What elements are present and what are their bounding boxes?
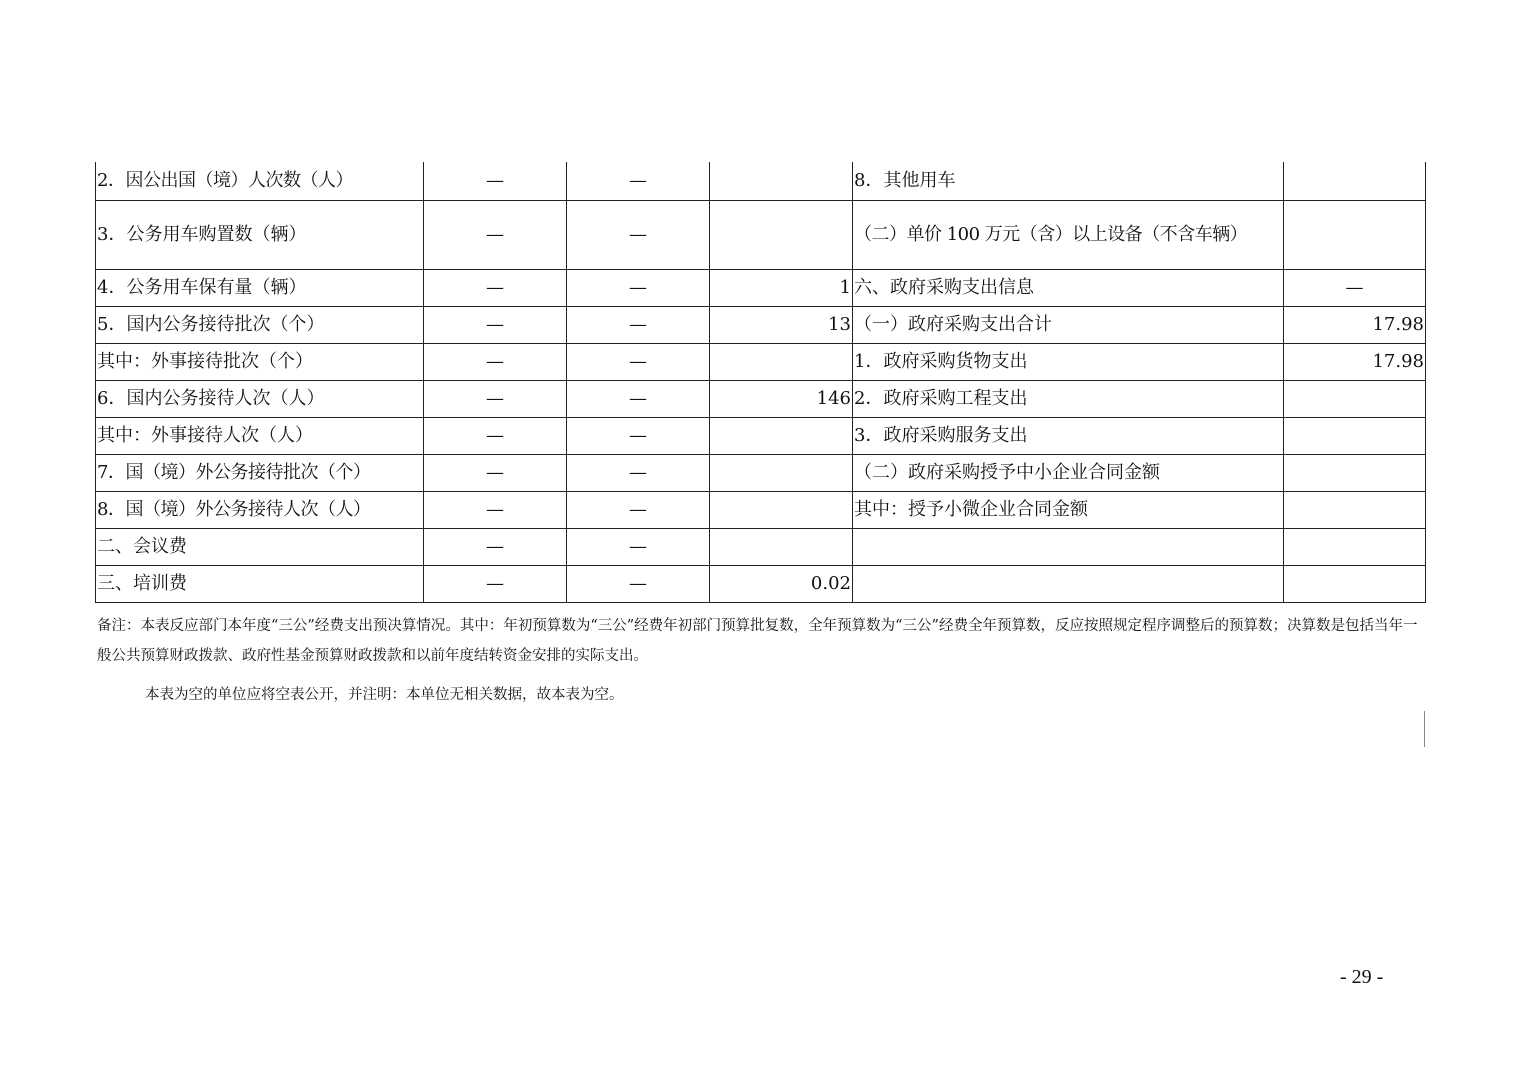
- page-number: - 29 -: [1340, 966, 1384, 988]
- margin-line: [1424, 711, 1425, 747]
- remark-note: 备注：本表反应部门本年度“三公”经费支出预决算情况。其中：年初预算数为“三公”经费年初部门预算批复数，全年预算数为“三公”经费全年预算数，反应按照规定程序调整后的预算数；决算数是包括当年一般公共预算财政拨款、政府性基金预算财政拨款和以前年度结转资金安排的实际支出。: [97, 618, 1418, 664]
- full-year-budget-cell: —: [567, 566, 710, 603]
- initial-budget-cell: —: [424, 270, 567, 307]
- item-label-right: （一）政府采购支出合计: [853, 307, 1284, 344]
- amount-cell-right: [1284, 381, 1426, 418]
- item-label-right: 3．政府采购服务支出: [853, 418, 1284, 455]
- item-label: 7．国（境）外公务接待批次（个）: [96, 455, 424, 492]
- table-row: [96, 270, 1426, 307]
- item-label: 3．公务用车购置数（辆）: [96, 201, 424, 270]
- table-row: [96, 455, 1426, 492]
- table-row: [96, 344, 1426, 381]
- amount-cell-right: [1284, 455, 1426, 492]
- amount-cell-right: 17.98: [1284, 307, 1426, 344]
- final-account-cell: 13: [710, 307, 853, 344]
- initial-budget-cell: —: [424, 307, 567, 344]
- table-row: [96, 492, 1426, 529]
- item-label: 其中：外事接待批次（个）: [96, 344, 424, 381]
- full-year-budget-cell: —: [567, 307, 710, 344]
- initial-budget-cell: —: [424, 381, 567, 418]
- full-year-budget-cell: —: [567, 344, 710, 381]
- item-label: 6．国内公务接待人次（人）: [96, 381, 424, 418]
- initial-budget-cell: —: [424, 455, 567, 492]
- full-year-budget-cell: —: [567, 162, 710, 201]
- amount-cell-right: —: [1284, 270, 1426, 307]
- final-account-cell: [710, 344, 853, 381]
- table-row: [96, 307, 1426, 344]
- amount-cell-right: [1284, 529, 1426, 566]
- empty-table-note: 本表为空的单位应将空表公开，并注明：本单位无相关数据，故本表为空。: [145, 687, 624, 703]
- item-label: 4．公务用车保有量（辆）: [96, 270, 424, 307]
- item-label-right: [853, 529, 1284, 566]
- table-row: [96, 529, 1426, 566]
- initial-budget-cell: —: [424, 529, 567, 566]
- amount-cell-right: [1284, 162, 1426, 201]
- table-row: [96, 201, 1426, 270]
- final-account-cell: [710, 418, 853, 455]
- full-year-budget-cell: —: [567, 201, 710, 270]
- item-label-right: 其中：授予小微企业合同金额: [853, 492, 1284, 529]
- initial-budget-cell: —: [424, 492, 567, 529]
- item-label-right: 8．其他用车: [853, 162, 1284, 201]
- final-account-cell: 146: [710, 381, 853, 418]
- item-label-right: （二）政府采购授予中小企业合同金额: [853, 455, 1284, 492]
- item-label: 5．国内公务接待批次（个）: [96, 307, 424, 344]
- full-year-budget-cell: —: [567, 270, 710, 307]
- final-account-cell: [710, 201, 853, 270]
- initial-budget-cell: —: [424, 418, 567, 455]
- full-year-budget-cell: —: [567, 455, 710, 492]
- full-year-budget-cell: —: [567, 418, 710, 455]
- full-year-budget-cell: —: [567, 492, 710, 529]
- full-year-budget-cell: —: [567, 381, 710, 418]
- final-account-cell: [710, 455, 853, 492]
- full-year-budget-cell: —: [567, 529, 710, 566]
- item-label: 2．因公出国（境）人次数（人）: [96, 162, 424, 201]
- item-label: 二、会议费: [96, 529, 424, 566]
- amount-cell-right: [1284, 201, 1426, 270]
- table-row: [96, 566, 1426, 603]
- final-account-cell: 0.02: [710, 566, 853, 603]
- final-account-cell: [710, 529, 853, 566]
- item-label-right: 1．政府采购货物支出: [853, 344, 1284, 381]
- initial-budget-cell: —: [424, 566, 567, 603]
- budget-table: [95, 162, 1426, 603]
- initial-budget-cell: —: [424, 201, 567, 270]
- table-row: [96, 418, 1426, 455]
- item-label-right: （二）单价 100 万元（含）以上设备（不含车辆）: [853, 201, 1284, 270]
- final-account-cell: [710, 492, 853, 529]
- initial-budget-cell: —: [424, 162, 567, 201]
- item-label: 三、培训费: [96, 566, 424, 603]
- initial-budget-cell: —: [424, 344, 567, 381]
- table-row: [96, 162, 1426, 201]
- item-label-right: 2．政府采购工程支出: [853, 381, 1284, 418]
- amount-cell-right: [1284, 418, 1426, 455]
- final-account-cell: 1: [710, 270, 853, 307]
- table-row: [96, 381, 1426, 418]
- item-label: 其中：外事接待人次（人）: [96, 418, 424, 455]
- amount-cell-right: [1284, 566, 1426, 603]
- item-label-right: [853, 566, 1284, 603]
- item-label-right: 六、政府采购支出信息: [853, 270, 1284, 307]
- final-account-cell: [710, 162, 853, 201]
- amount-cell-right: [1284, 492, 1426, 529]
- amount-cell-right: 17.98: [1284, 344, 1426, 381]
- item-label: 8．国（境）外公务接待人次（人）: [96, 492, 424, 529]
